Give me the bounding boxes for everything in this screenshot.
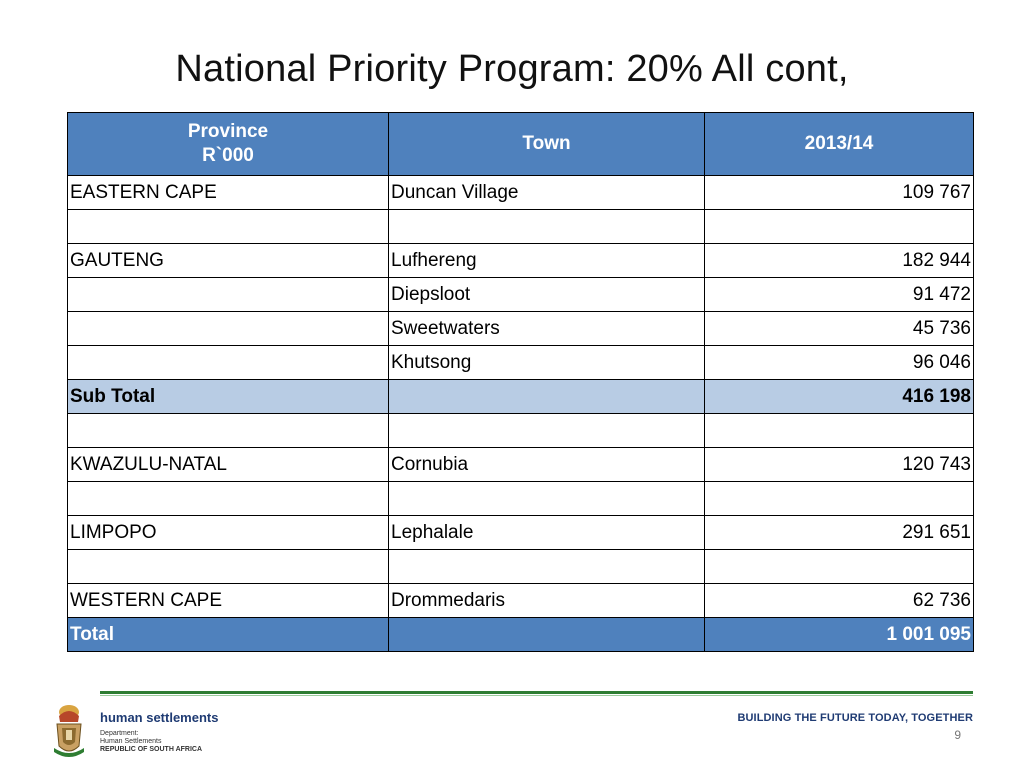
cell-province: [68, 278, 389, 312]
cell-province: EASTERN CAPE: [68, 176, 389, 210]
cell-town: [389, 618, 705, 652]
cell-town: Lufhereng: [389, 244, 705, 278]
header-year: 2013/14: [705, 113, 974, 176]
department-text: [100, 730, 202, 754]
cell-province: [68, 550, 389, 584]
cell-value: [705, 482, 974, 516]
cell-value: 120 743: [705, 448, 974, 482]
brand-name: human settlements: [100, 710, 219, 725]
table-header-row: [68, 113, 974, 176]
total-row: [68, 618, 974, 652]
cell-province: [68, 210, 389, 244]
department-logo: [48, 702, 228, 762]
cell-town: Lephalale: [389, 516, 705, 550]
cell-town: Drommedaris: [389, 584, 705, 618]
table-row: [68, 244, 974, 278]
cell-value: 182 944: [705, 244, 974, 278]
dept-line-3: REPUBLIC OF SOUTH AFRICA: [100, 746, 203, 753]
cell-total-value: 1 001 095: [705, 618, 974, 652]
cell-value: 109 767: [705, 176, 974, 210]
cell-value: 62 736: [705, 584, 974, 618]
table-row: [68, 448, 974, 482]
table-row: [68, 176, 974, 210]
cell-province: [68, 482, 389, 516]
cell-value: 91 472: [705, 278, 974, 312]
cell-town: Khutsong: [389, 346, 705, 380]
priority-program-table: [67, 112, 974, 652]
cell-town: [389, 550, 705, 584]
footer-tagline: BUILDING THE FUTURE TODAY, TOGETHER: [737, 712, 973, 724]
cell-province: [68, 346, 389, 380]
table-row: [68, 516, 974, 550]
table-row: [68, 584, 974, 618]
cell-town: [389, 482, 705, 516]
cell-province: GAUTENG: [68, 244, 389, 278]
cell-value: 291 651: [705, 516, 974, 550]
cell-value: 96 046: [705, 346, 974, 380]
table-row: [68, 278, 974, 312]
cell-value: [705, 414, 974, 448]
page-number: 9: [954, 728, 961, 742]
cell-value: [705, 550, 974, 584]
cell-subtotal-value: 416 198: [705, 380, 974, 414]
table-row: [68, 550, 974, 584]
cell-town: [389, 210, 705, 244]
header-province-unit: R`000: [202, 145, 254, 166]
cell-province: LIMPOPO: [68, 516, 389, 550]
cell-subtotal-label: Sub Total: [68, 380, 389, 414]
cell-town: Sweetwaters: [389, 312, 705, 346]
cell-town: [389, 380, 705, 414]
cell-town: [389, 414, 705, 448]
table-row: [68, 346, 974, 380]
table-row: [68, 414, 974, 448]
cell-total-label: Total: [68, 618, 389, 652]
coat-of-arms-icon: [48, 702, 90, 760]
cell-town: Diepsloot: [389, 278, 705, 312]
header-province: [68, 113, 389, 176]
dept-line-1: Department:: [100, 730, 139, 737]
header-province-label: Province: [187, 121, 269, 142]
cell-town: Cornubia: [389, 448, 705, 482]
footer-divider-accent: [100, 695, 973, 696]
cell-province: KWAZULU-NATAL: [68, 448, 389, 482]
dept-line-2: Human Settlements: [100, 738, 162, 745]
cell-province: WESTERN CAPE: [68, 584, 389, 618]
footer-divider: [100, 691, 973, 694]
cell-value: 45 736: [705, 312, 974, 346]
slide-title: National Priority Program: 20% All cont,: [175, 48, 849, 90]
subtotal-row: [68, 380, 974, 414]
header-town: Town: [389, 113, 705, 176]
table-row: [68, 312, 974, 346]
table-row: [68, 482, 974, 516]
table-row: [68, 210, 974, 244]
cell-province: [68, 414, 389, 448]
cell-town: Duncan Village: [389, 176, 705, 210]
cell-value: [705, 210, 974, 244]
cell-province: [68, 312, 389, 346]
